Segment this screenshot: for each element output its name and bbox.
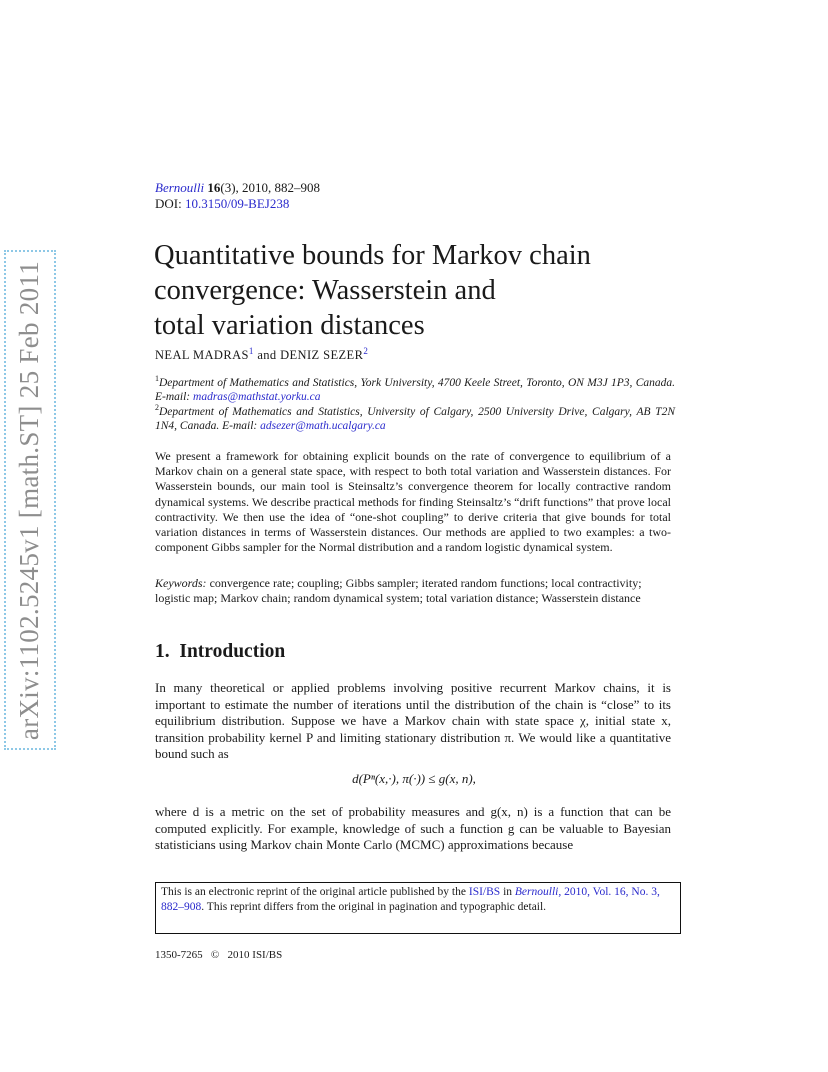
affiliation-1-email-link[interactable]: madras@mathstat.yorku.ca bbox=[193, 391, 321, 404]
affiliation-2 bbox=[155, 401, 675, 434]
affiliation-1-mark: 1 bbox=[155, 374, 159, 383]
author-2: DENIZ SEZER bbox=[280, 348, 364, 363]
continuation-paragraph: where d is a metric on the set of probability measures and g(x, n) is a function that can be computed explicitly. For example, knowledge of such a function g can be valuable to Bayesian statisticians using Markov chain Monte Carlo (MCMC) approximations because bbox=[155, 804, 671, 853]
title-line-2: convergence: Wasserstein and bbox=[154, 275, 496, 306]
reprint-post-text: . This reprint differs from the original in pagination and typographic detail. bbox=[201, 901, 547, 913]
copyright-year-publisher: 2010 ISI/BS bbox=[227, 949, 283, 961]
reprint-journal-link[interactable]: Bernoulli, bbox=[514, 886, 562, 898]
journal-issue-pages: (3), 2010, 882–908 bbox=[220, 180, 321, 195]
section-title: Introduction bbox=[179, 641, 286, 662]
section-number: 1. bbox=[155, 641, 170, 662]
issn-footer bbox=[155, 949, 282, 961]
doi-label: DOI: bbox=[155, 196, 182, 211]
abstract: We present a framework for obtaining explicit bounds on the rate of convergence to equilibrium of a Markov chain on a general state space, with respect to both total variation and Wasserstein distances. For Wasserstein bounds, our main tool is Steinsaltz’s convergence theorem for locally contractive random dynamical systems. We describe practical methods for finding Steinsaltz’s “drift functions” that prove local contractivity. We then use the idea of “one-shot coupling” to derive criteria that give bounds for total variation distances in terms of Wasserstein distances. Our methods are applied to two examples: a two-component Gibbs sampler for the Normal distribution and a random logistic dynamical system. bbox=[155, 449, 671, 555]
reprint-pre-text: This is an electronic reprint of the original article published by the bbox=[161, 886, 466, 898]
author-conjunction: and bbox=[257, 348, 277, 363]
author-2-affiliation-mark[interactable]: 2 bbox=[363, 346, 369, 356]
intro-paragraph: In many theoretical or applied problems involving positive recurrent Markov chains, it is important to estimate the number of iterations until the distribution of the chain is “close” to its equilibrium distribution. Suppose we have a Markov chain with state space χ, initial state x, transition probability kernel P and limiting stationary distribution π. We would like a quantitative bound such as bbox=[155, 680, 671, 762]
copyright-symbol: © bbox=[210, 949, 220, 961]
affiliation-1 bbox=[155, 372, 675, 405]
affiliation-2-text: Department of Mathematics and Statistics, University of Calgary, 2500 University Drive, Calgary, AB T2N 1N4, Canada. E-mail: bbox=[155, 405, 675, 433]
arxiv-stamp-text: arXiv:1102.5245v1 [math.ST] 25 Feb 2011 bbox=[14, 260, 45, 740]
section-heading bbox=[155, 641, 285, 663]
reprint-notice-box bbox=[155, 882, 681, 934]
doi-line bbox=[155, 196, 289, 212]
author-1: NEAL MADRAS bbox=[155, 348, 249, 363]
affiliation-1-text: Department of Mathematics and Statistics, York University, 4700 Keele Street, Toronto, ON M3J 1P3, Canada. E-mail: bbox=[155, 376, 675, 404]
author-1-affiliation-mark[interactable]: 1 bbox=[248, 346, 254, 356]
keywords bbox=[155, 576, 671, 606]
arxiv-identifier-stamp bbox=[4, 250, 56, 750]
issn-number: 1350-7265 bbox=[155, 949, 203, 961]
affiliation-2-mark: 2 bbox=[155, 403, 159, 412]
isi-bs-link[interactable]: ISI/BS bbox=[468, 886, 501, 898]
paper-title bbox=[154, 238, 674, 343]
title-line-1: Quantitative bounds for Markov chain bbox=[154, 240, 591, 271]
journal-citation bbox=[155, 180, 320, 196]
doi-link[interactable]: 10.3150/09-BEJ238 bbox=[184, 196, 290, 211]
affiliation-2-email-link[interactable]: adsezer@math.ucalgary.ca bbox=[260, 420, 386, 433]
keywords-label: Keywords: bbox=[155, 576, 207, 590]
title-line-3: total variation distances bbox=[154, 310, 425, 341]
journal-name-link[interactable]: Bernoulli bbox=[155, 180, 205, 195]
reprint-in-text: in bbox=[503, 886, 513, 898]
display-equation: d(Pⁿ(x,·), π(·)) ≤ g(x, n), bbox=[352, 771, 476, 786]
reprint-citation-link[interactable]: 2010, Vol. 16, No. 3, 882–908 bbox=[161, 886, 660, 913]
journal-volume: 16 bbox=[207, 180, 221, 195]
author-list bbox=[155, 346, 368, 363]
keywords-text: convergence rate; coupling; Gibbs sampler; iterated random functions; local contractivity; logistic map; Markov chain; random dynamical system; total variation distance; Wasserstein distance bbox=[155, 576, 642, 606]
